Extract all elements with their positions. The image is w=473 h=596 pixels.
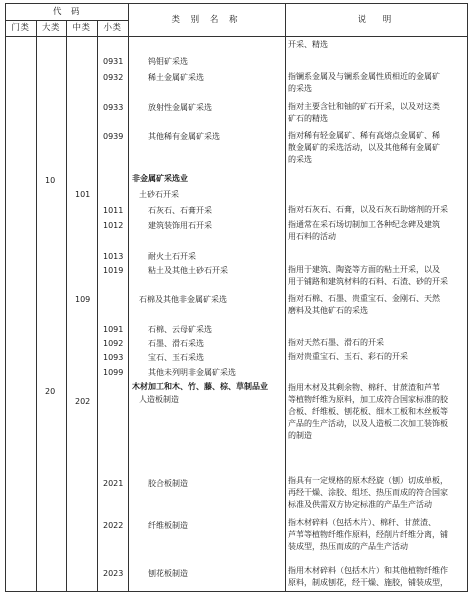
header-major: 大类 xyxy=(41,23,60,33)
category-name: 刨花板制造 xyxy=(148,569,188,578)
description-cell: 指镧系金属及与镧系金属性质相近的金属矿 的采选 xyxy=(288,72,440,93)
category-name: 纤维板制造 xyxy=(148,521,188,530)
description-cell: 指用木材碎料（包括木片）和其他植物纤维作 原料，制成刨花，经干燥、施胶，铺装成型， xyxy=(288,566,448,587)
minor-code: 0939 xyxy=(103,132,124,141)
minor-code: 0933 xyxy=(103,103,124,112)
medium-code: 109 xyxy=(75,295,91,304)
major-code: 20 xyxy=(45,387,56,396)
header-description: 说 明 xyxy=(357,15,396,25)
column-rule-sector xyxy=(36,20,37,592)
minor-code: 2023 xyxy=(103,569,124,578)
column-rule-major xyxy=(66,20,67,592)
minor-code: 1092 xyxy=(103,339,124,348)
description-cell: 指对主要含钍和铀的矿石开采，以及对这类 矿石的精选 xyxy=(288,102,440,123)
category-name: 其他未列明非金属矿采选 xyxy=(148,368,236,377)
minor-code: 2021 xyxy=(103,479,124,488)
category-name: 石墨、滑石采选 xyxy=(148,339,204,348)
category-name: 宝石、玉石采选 xyxy=(148,353,204,362)
category-name: 建筑装饰用石开采 xyxy=(148,221,212,230)
description-cell: 指对天然石墨、滑石的开采 xyxy=(288,338,384,347)
minor-code: 1011 xyxy=(103,206,124,215)
category-name: 钨钼矿采选 xyxy=(148,57,188,66)
description-cell: 指对石棉、石墨、贵重宝石、金刚石、天然 磨料及其他矿石的采选 xyxy=(288,294,440,315)
category-name: 放射性金属矿采选 xyxy=(148,103,212,112)
header-medium: 中类 xyxy=(72,23,91,33)
medium-code: 101 xyxy=(75,190,91,199)
medium-code: 202 xyxy=(75,397,91,406)
category-name: 粘土及其他土砂石开采 xyxy=(148,266,228,275)
description-cell: 指对石灰石、石膏，以及石灰石助熔剂的开采 xyxy=(288,205,448,214)
header-sector: 门类 xyxy=(11,23,30,33)
description-cell: 指用木材及其剩余物、棉秆、甘蔗渣和芦苇 等植物纤维为原料，加工成符合国家标准的胶 合板、纤维板、刨花板、细木工板和木丝板等 产品的生产活动，以及人造板二次加工装饰板 的制造 xyxy=(288,383,448,440)
description-cell: 指对稀有轻金属矿、稀有高熔点金属矿、稀 散金属矿的采选活动，以及其他稀有金属矿 的采选 xyxy=(288,131,440,164)
category-name: 非金属矿采选业 xyxy=(132,174,188,183)
description-cell: 开采、精选 xyxy=(288,40,328,49)
minor-code: 0931 xyxy=(103,57,124,66)
description-cell: 指用于建筑、陶瓷等方面的粘土开采，以及 用于铺路和建筑材料的石料、石渣、砂的开采 xyxy=(288,265,448,286)
category-name: 石灰石、石膏开采 xyxy=(148,206,212,215)
description-cell: 指对贵重宝石、玉石、彩石的开采 xyxy=(288,352,408,361)
minor-code: 0932 xyxy=(103,73,124,82)
description-cell: 指通常在采石场切制加工各种纪念碑及建筑 用石料的活动 xyxy=(288,220,440,241)
description-cell: 指具有一定规格的原木经旋（刨）切成单板， 再经干燥、涂胶、组坯、热压而成的符合国家 标准及供需双方协定标准的产品生产活动 xyxy=(288,476,448,509)
category-name: 土砂石开采 xyxy=(139,190,179,199)
category-name: 人造板制造 xyxy=(139,395,179,404)
category-name: 稀土金属矿采选 xyxy=(148,73,204,82)
header-minor: 小类 xyxy=(103,23,122,33)
category-name: 其他稀有金属矿采选 xyxy=(148,132,220,141)
header-category-name: 类 别 名 称 xyxy=(171,15,242,25)
description-cell: 指木材碎料（包括木片）、棉秆、甘蔗渣、 芦苇等植物纤维作原料，经削片纤维分离，铺 装成型，热压而成的产品生产活动 xyxy=(288,518,448,551)
column-rule-medium xyxy=(97,20,98,592)
minor-code: 1013 xyxy=(103,252,124,261)
category-name: 石棉、云母矿采选 xyxy=(148,325,212,334)
category-name: 耐火土石开采 xyxy=(148,252,196,261)
minor-code: 1091 xyxy=(103,325,124,334)
column-rule-name xyxy=(285,3,286,592)
minor-code: 1093 xyxy=(103,353,124,362)
major-code: 10 xyxy=(45,176,56,185)
category-name: 石棉及其他非金属矿采选 xyxy=(139,295,227,304)
header-bottom-rule xyxy=(5,36,468,37)
header-code: 代 码 xyxy=(52,7,80,17)
column-rule-minor xyxy=(128,3,129,592)
minor-code: 1019 xyxy=(103,266,124,275)
category-name: 木材加工和木、竹、藤、棕、草制品业 xyxy=(132,382,268,391)
minor-code: 1012 xyxy=(103,221,124,230)
minor-code: 2022 xyxy=(103,521,124,530)
minor-code: 1099 xyxy=(103,368,124,377)
category-name: 胶合板制造 xyxy=(148,479,188,488)
